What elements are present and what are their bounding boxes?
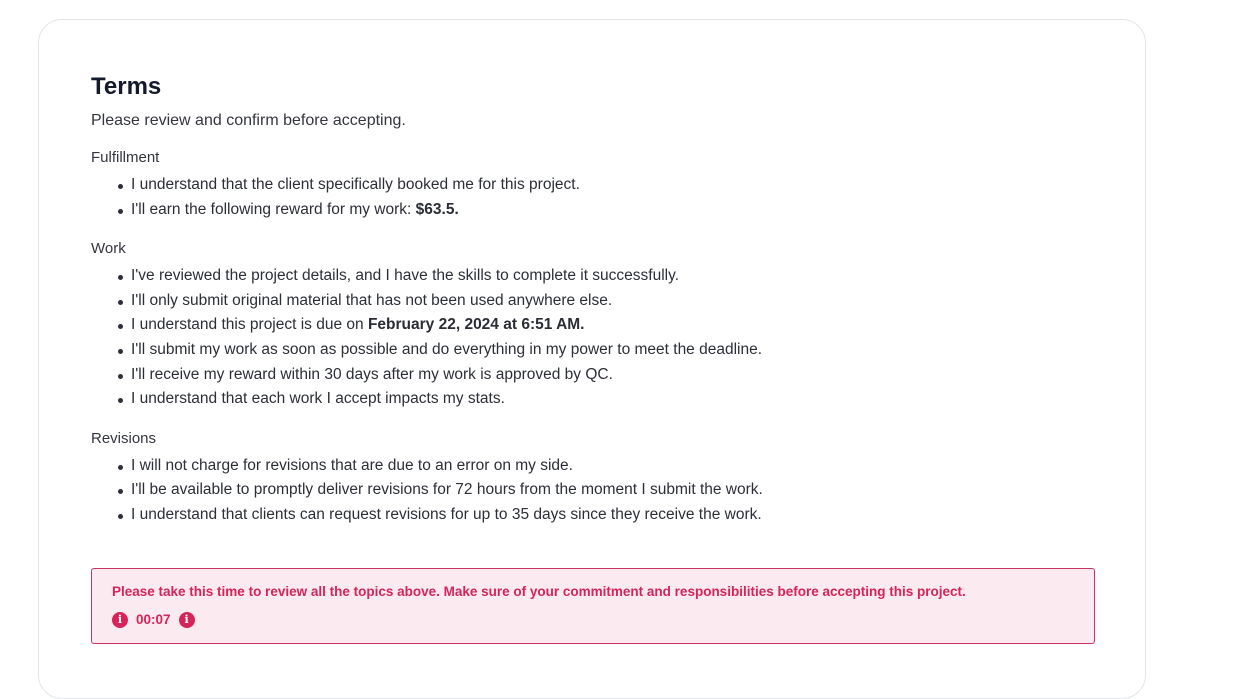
terms-content	[91, 72, 1095, 627]
section-heading: Fulfillment	[91, 149, 160, 166]
notice-text: Please take this time to review all the topics above. Make sure of your commitment and responsibilities before accepting this project.	[112, 584, 966, 599]
list-item: I'll earn the following reward for my work: $63.5.	[118, 198, 1095, 223]
terms-list	[91, 173, 1095, 222]
list-item: I'll receive my reward within 30 days after my work is approved by QC.	[118, 363, 1095, 388]
list-item: I've reviewed the project details, and I have the skills to complete it successfully.	[118, 264, 1095, 289]
section-heading: Work	[91, 240, 126, 258]
section-fulfillment	[91, 148, 1095, 222]
info-circle-icon[interactable]: i	[179, 612, 195, 628]
list-item: I'll be available to promptly deliver revisions for 72 hours from the moment I submit the work.	[118, 478, 1095, 503]
terms-list	[91, 454, 1095, 528]
info-circle-icon: i	[112, 612, 128, 628]
due-date: February 22, 2024 at 6:51 AM.	[367, 316, 585, 334]
page-title: Terms	[91, 73, 162, 100]
countdown-timer: 00:07	[136, 612, 171, 627]
page-subtitle: Please review and confirm before accepting.	[91, 112, 406, 129]
timer-row	[112, 611, 1074, 629]
terms-list	[91, 264, 1095, 412]
list-item: I will not charge for revisions that are due to an error on my side.	[118, 454, 1095, 479]
reward-amount: $63.5.	[415, 200, 459, 218]
section-work	[91, 239, 1095, 412]
list-item: I'll submit my work as soon as possible and do everything in my power to meet the deadline.	[118, 338, 1095, 363]
terms-card	[38, 19, 1146, 699]
list-item: I'll only submit original material that has not been used anywhere else.	[118, 289, 1095, 314]
list-item: I understand this project is due on February 22, 2024 at 6:51 AM.	[118, 313, 1095, 338]
list-item: I understand that clients can request revisions for up to 35 days since they receive the work.	[118, 503, 1095, 528]
list-item: I understand that the client specifically booked me for this project.	[118, 173, 1095, 198]
section-heading: Revisions	[91, 429, 157, 447]
review-notice	[91, 568, 1095, 644]
section-revisions	[91, 429, 1095, 528]
list-item: I understand that each work I accept impacts my stats.	[118, 387, 1095, 412]
